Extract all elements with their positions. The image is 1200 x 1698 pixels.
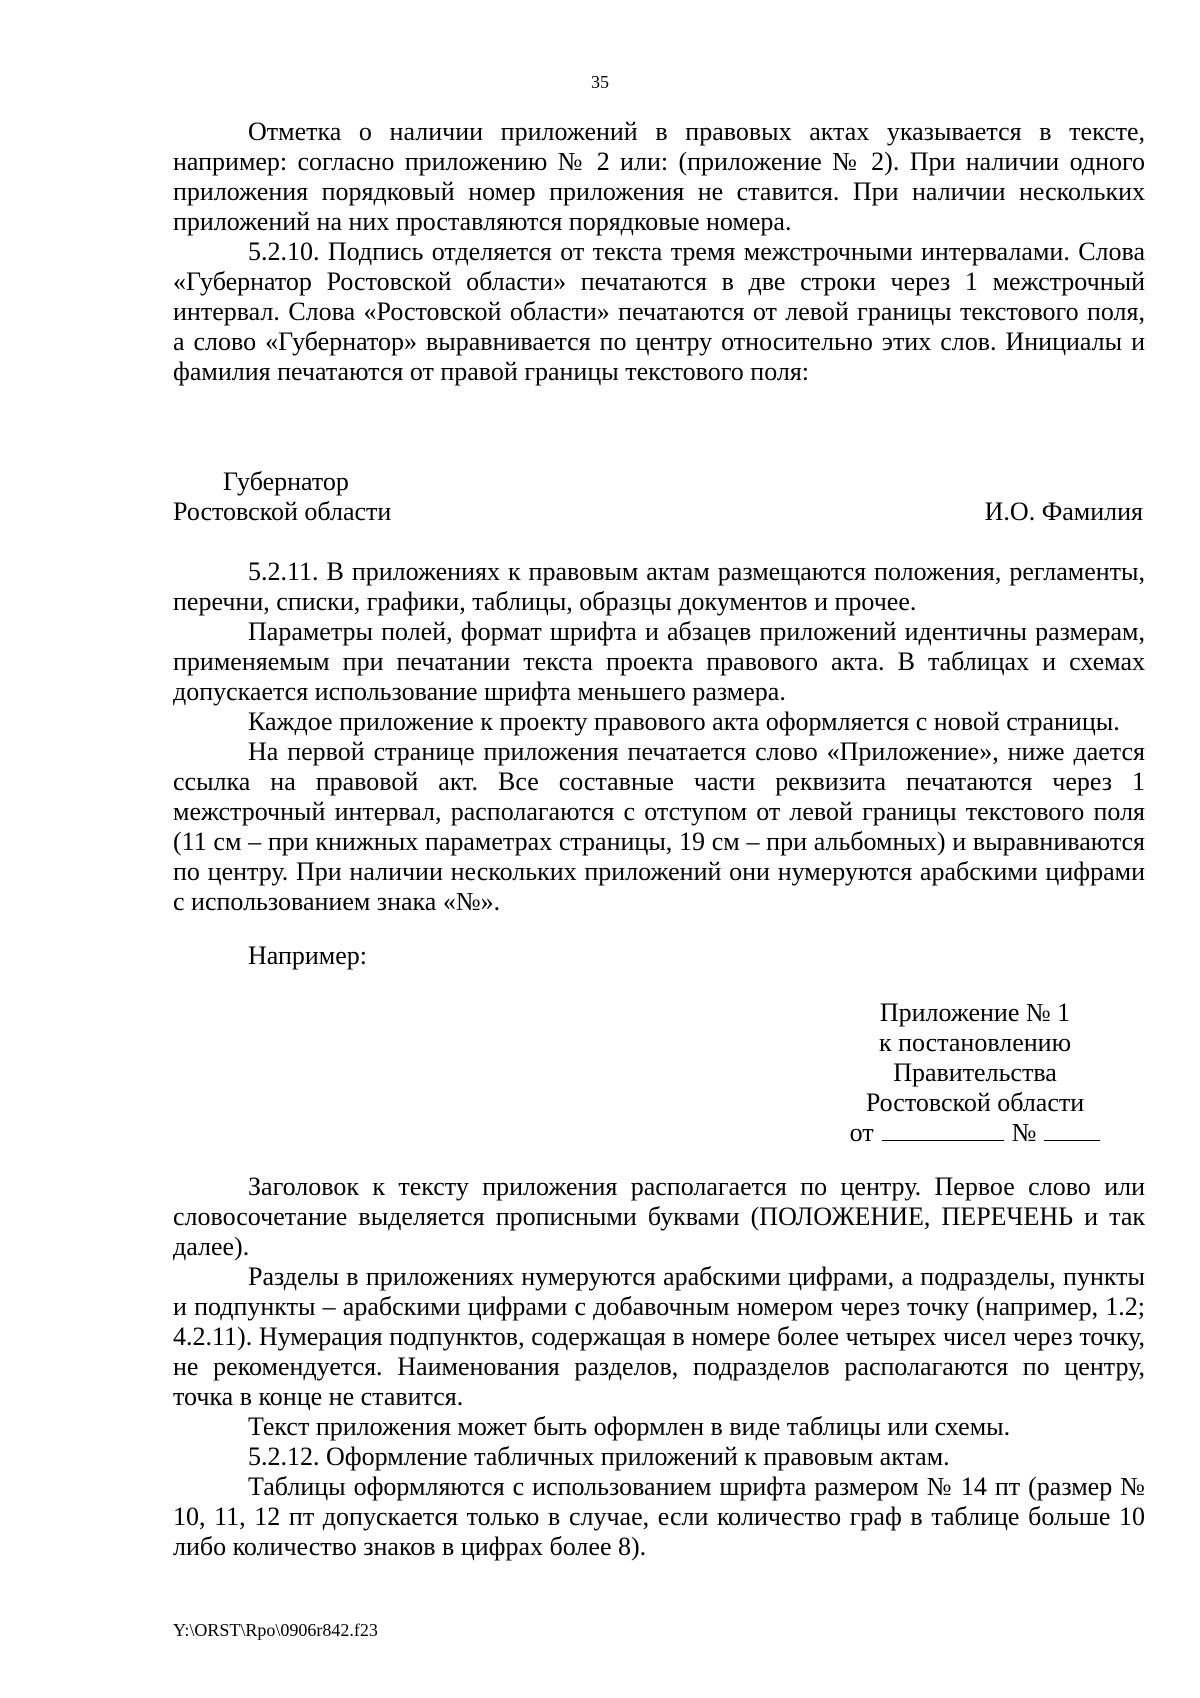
- signature-region: Ростовской области: [173, 497, 392, 526]
- signature-name: И.О. Фамилия: [984, 497, 1143, 526]
- paragraph: На первой странице приложения печатается слово «Приложение», ниже дается ссылка на правовой акт. Все составные части реквизита печатаются через 1 межстрочный интервал, располагаются с отступом от левой границы текстового поля (11 см – при книжных параметрах страницы, 19 см – при альбомных) и выравниваются по центру. При наличии нескольких приложений они нумеруются арабскими цифрами с использованием знака «№».: [173, 737, 1145, 916]
- footer-file-path: Y:\ORST\Rpo\0906r842.f23: [173, 1620, 378, 1640]
- paragraph: 5.2.10. Подпись отделяется от текста тремя межстрочными интервалами. Слова «Губернатор Ростовской области» печатаются в две строки через 1 межстрочный интервал. Слова «Ростовской области» печатаются от левой границы текстового поля, а слово «Губернатор» выравнивается по центру относительно этих слов. Инициалы и фамилия печатаются от правой границы текстового поля:: [173, 237, 1145, 386]
- paragraph: 5.2.12. Оформление табличных приложений к правовым актам.: [248, 1442, 950, 1471]
- paragraph: Отметка о наличии приложений в правовых актах указывается в тексте, например: согласно приложению № 2 или: (приложение № 2). При наличии одного приложения порядковый номер приложения не ставится. При наличии нескольких приложений на них проставляются порядковые номера.: [173, 117, 1145, 236]
- paragraph: Разделы в приложениях нумеруются арабскими цифрами, а подразделы, пункты и подпункты – арабскими цифрами с добавочным номером через точку (например, 1.2; 4.2.11). Нумерация подпунктов, содержащая в номере более четырех чисел через точку, не рекомендуется. Наименования разделов, подразделов располагаются по центру, точка в конце не ставится.: [173, 1262, 1145, 1411]
- attachment-example: [820, 998, 1130, 1148]
- paragraph: Параметры полей, формат шрифта и абзацев приложений идентичны размерам, применяемым при печатании текста проекта правового акта. В таблицах и схемах допускается использование шрифта меньшего размера.: [173, 617, 1145, 706]
- paragraph: Каждое приложение к проекту правового акта оформляется с новой страницы.: [248, 707, 1120, 736]
- body-text-bottom: [173, 1172, 1145, 1562]
- from-label: от: [849, 1118, 874, 1147]
- paragraph: Текст приложения может быть оформлен в виде таблицы или схемы.: [248, 1412, 1011, 1441]
- example-label: Например:: [248, 941, 368, 970]
- number-blank: [1044, 1118, 1100, 1141]
- body-text-middle: [173, 557, 1145, 917]
- paragraph: 5.2.11. В приложениях к правовым актам размещаются положения, регламенты, перечни, списки, графики, таблицы, образцы документов и прочее.: [173, 557, 1145, 616]
- page-number: 35: [591, 72, 609, 92]
- signature-example: [173, 467, 1145, 527]
- attachment-line: Ростовской области: [865, 1088, 1085, 1117]
- attachment-line: Правительства: [893, 1058, 1057, 1087]
- attachment-date-line: [820, 1118, 1130, 1148]
- signature-title: Губернатор: [223, 467, 349, 496]
- attachment-line: к постановлению: [878, 1028, 1072, 1057]
- date-blank: [882, 1118, 1004, 1141]
- paragraph: Таблицы оформляются с использованием шрифта размером № 14 пт (размер № 10, 11, 12 пт допускается только в случае, если количество граф в таблице больше 10 либо количество знаков в цифрах более 8).: [173, 1472, 1145, 1561]
- body-text-top: [173, 117, 1145, 387]
- number-label: №: [1011, 1118, 1037, 1147]
- paragraph: Заголовок к тексту приложения располагается по центру. Первое слово или словосочетание выделяется прописными буквами (ПОЛОЖЕНИЕ, ПЕРЕЧЕНЬ и так далее).: [173, 1172, 1145, 1261]
- attachment-line: Приложение № 1: [879, 998, 1071, 1027]
